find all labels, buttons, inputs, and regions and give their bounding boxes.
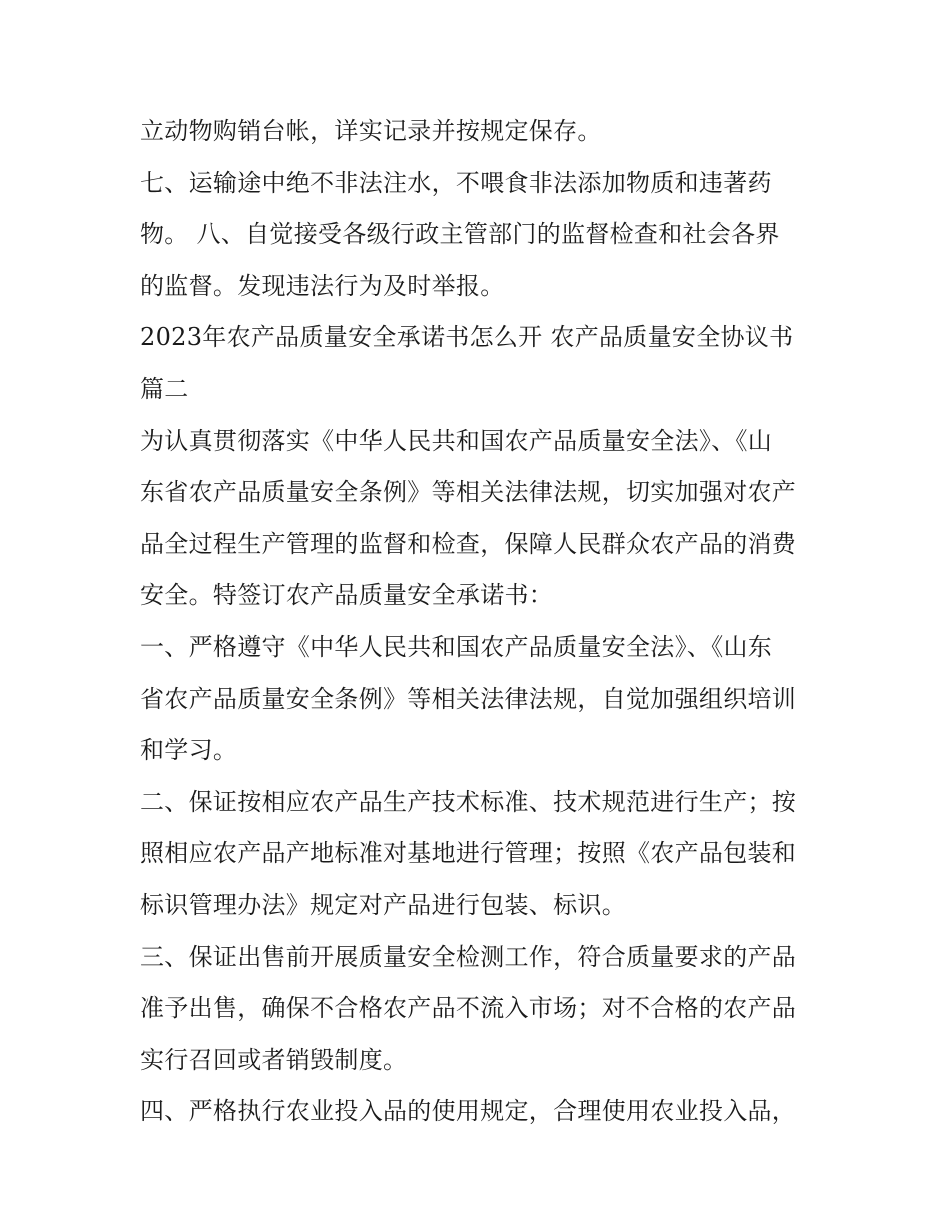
- text-line: 三、保证出售前开展质量安全检测工作，符合质量要求的产品: [140, 942, 797, 971]
- text-line: 省农产品质量安全条例》等相关法律法规，自觉加强组织培训: [140, 684, 797, 713]
- text-line: 准予出售，确保不合格农产品不流入市场；对不合格的农产品: [140, 994, 797, 1023]
- text-line: 七、运输途中绝不非法注水，不喂食非法添加物质和违著药: [140, 168, 772, 197]
- section-heading-line: 2023年农产品质量安全承诺书怎么开 农产品质量安全协议书: [140, 323, 794, 352]
- text-line: 实行召回或者销毁制度。: [140, 1045, 408, 1074]
- text-line: 和学习。: [140, 736, 238, 765]
- text-line: 二、保证按相应农产品生产技术标准、技术规范进行生产；按: [140, 787, 797, 816]
- document-body: [140, 106, 812, 1138]
- text-line: 照相应农产品产地标准对基地进行管理；按照《农产品包装和: [140, 839, 797, 868]
- text-line: 东省农产品质量安全条例》等相关法律法规，切实加强对农产: [140, 478, 797, 507]
- text-line: 四、严格执行农业投入品的使用规定，合理使用农业投入品，: [140, 1097, 797, 1126]
- text-line: 标识管理办法》规定对产品进行包装、标识。: [140, 890, 626, 919]
- text-line: 的监督。发现违法行为及时举报。: [140, 271, 505, 300]
- text-line: 品全过程生产管理的监督和检查，保障人民群众农产品的消费: [140, 529, 797, 558]
- text-line: 物。 八、自觉接受各级行政主管部门的监督检查和社会各界: [140, 220, 780, 249]
- text-line: 为认真贯彻落实《中华人民共和国农产品质量安全法》、《山: [140, 426, 773, 455]
- text-line: 立动物购销台帐，详实记录并按规定保存。: [140, 117, 602, 145]
- text-line: 一、严格遵守《中华人民共和国农产品质量安全法》、《山东: [140, 632, 773, 661]
- section-heading-line: 篇二: [140, 374, 189, 403]
- text-line: 安全。特签订农产品质量安全承诺书：: [140, 581, 554, 610]
